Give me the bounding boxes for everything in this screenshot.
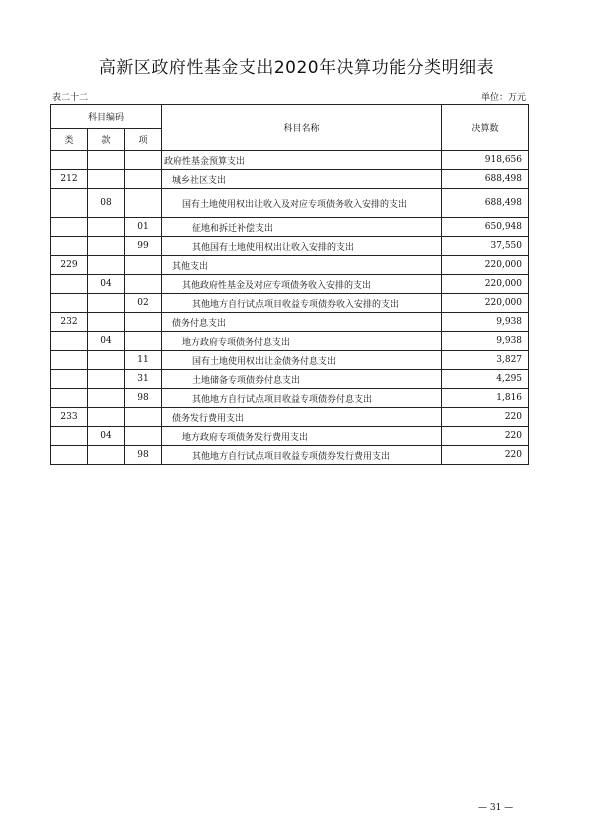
code-xiang-cell: 98	[125, 446, 162, 465]
code-lei-cell	[51, 446, 88, 465]
code-lei-cell	[51, 389, 88, 408]
amount-cell: 9,938	[442, 313, 529, 332]
table-row	[51, 408, 529, 427]
code-kuan-cell	[88, 446, 125, 465]
code-lei-cell: 232	[51, 313, 88, 332]
code-lei-cell: 212	[51, 170, 88, 189]
table-row	[51, 237, 529, 256]
page-number: — 31 —	[478, 803, 514, 813]
code-kuan-cell	[88, 351, 125, 370]
subject-name-cell: 其他国有土地使用权出让收入安排的支出	[162, 237, 442, 256]
subject-name-cell: 征地和拆迁补偿支出	[162, 218, 442, 237]
code-lei-cell	[51, 351, 88, 370]
subject-name-cell: 政府性基金预算支出	[162, 151, 442, 170]
code-xiang-cell: 31	[125, 370, 162, 389]
code-kuan-cell: 04	[88, 275, 125, 294]
subject-name-cell: 其他地方自行试点项目收益专项债券发行费用支出	[162, 446, 442, 465]
code-lei-cell	[51, 427, 88, 446]
code-kuan-cell	[88, 408, 125, 427]
code-kuan-cell	[88, 218, 125, 237]
table-row	[51, 446, 529, 465]
table-row	[51, 189, 529, 218]
subject-name-cell: 其他地方自行试点项目收益专项债券收入安排的支出	[162, 294, 442, 313]
code-lei-cell: 229	[51, 256, 88, 275]
code-lei-cell	[51, 370, 88, 389]
amount-cell: 220	[442, 446, 529, 465]
code-lei-cell	[51, 332, 88, 351]
table-row	[51, 351, 529, 370]
code-kuan-cell: 04	[88, 427, 125, 446]
code-lei-cell	[51, 189, 88, 218]
code-lei-cell	[51, 218, 88, 237]
code-xiang-cell	[125, 151, 162, 170]
subject-name-cell: 其他政府性基金及对应专项债务收入安排的支出	[162, 275, 442, 294]
code-lei-cell	[51, 294, 88, 313]
subject-name-cell: 债务发行费用支出	[162, 408, 442, 427]
table-row	[51, 313, 529, 332]
code-xiang-cell	[125, 256, 162, 275]
subject-name-cell: 其他支出	[162, 256, 442, 275]
subject-name-cell: 地方政府专项债务发行费用支出	[162, 427, 442, 446]
code-kuan-cell	[88, 237, 125, 256]
amount-cell: 3,827	[442, 351, 529, 370]
code-xiang-cell	[125, 313, 162, 332]
code-xiang-cell: 99	[125, 237, 162, 256]
subject-name-cell: 土地储备专项债券付息支出	[162, 370, 442, 389]
amount-cell: 4,295	[442, 370, 529, 389]
table-row	[51, 389, 529, 408]
table-row	[51, 294, 529, 313]
table-number: 表二十二	[52, 93, 89, 103]
table-row	[51, 275, 529, 294]
amount-cell: 688,498	[442, 170, 529, 189]
code-xiang-cell: 02	[125, 294, 162, 313]
code-kuan-cell	[88, 389, 125, 408]
amount-cell: 220	[442, 427, 529, 446]
header-xiang: 项	[125, 129, 162, 151]
amount-cell: 220,000	[442, 256, 529, 275]
code-xiang-cell: 98	[125, 389, 162, 408]
code-kuan-cell	[88, 313, 125, 332]
amount-cell: 918,656	[442, 151, 529, 170]
table-row	[51, 218, 529, 237]
code-kuan-cell	[88, 294, 125, 313]
code-xiang-cell: 01	[125, 218, 162, 237]
code-kuan-cell	[88, 170, 125, 189]
code-kuan-cell	[88, 151, 125, 170]
code-kuan-cell: 08	[88, 189, 125, 218]
table-row	[51, 427, 529, 446]
subject-name-cell: 国有土地使用权出让收入及对应专项债务收入安排的支出	[162, 189, 442, 218]
table-row	[51, 256, 529, 275]
amount-cell: 220	[442, 408, 529, 427]
amount-cell: 650,948	[442, 218, 529, 237]
subject-name-cell: 地方政府专项债务付息支出	[162, 332, 442, 351]
header-lei: 类	[51, 129, 88, 151]
header-kuan: 款	[88, 129, 125, 151]
amount-cell: 220,000	[442, 294, 529, 313]
table-row	[51, 151, 529, 170]
code-lei-cell	[51, 237, 88, 256]
subject-name-cell: 债务付息支出	[162, 313, 442, 332]
unit-label: 单位：万元	[480, 93, 526, 103]
code-xiang-cell	[125, 332, 162, 351]
code-kuan-cell	[88, 256, 125, 275]
header-code-group: 科目编码	[51, 105, 162, 129]
code-xiang-cell	[125, 170, 162, 189]
amount-cell: 9,938	[442, 332, 529, 351]
subject-name-cell: 城乡社区支出	[162, 170, 442, 189]
code-xiang-cell	[125, 189, 162, 218]
code-kuan-cell: 04	[88, 332, 125, 351]
code-xiang-cell	[125, 275, 162, 294]
amount-cell: 1,816	[442, 389, 529, 408]
code-lei-cell	[51, 275, 88, 294]
expenditure-table	[50, 104, 529, 465]
code-xiang-cell	[125, 408, 162, 427]
code-xiang-cell	[125, 427, 162, 446]
code-lei-cell: 233	[51, 408, 88, 427]
header-name: 科目名称	[162, 105, 442, 151]
subject-name-cell: 国有土地使用权出让金债务付息支出	[162, 351, 442, 370]
page-title: 高新区政府性基金支出2020年决算功能分类明细表	[98, 58, 495, 78]
amount-cell: 220,000	[442, 275, 529, 294]
code-lei-cell	[51, 151, 88, 170]
table-body	[51, 151, 529, 465]
subject-name-cell: 其他地方自行试点项目收益专项债券付息支出	[162, 389, 442, 408]
code-kuan-cell	[88, 370, 125, 389]
amount-cell: 688,498	[442, 189, 529, 218]
table-row	[51, 370, 529, 389]
table-row	[51, 332, 529, 351]
table-row	[51, 170, 529, 189]
amount-cell: 37,550	[442, 237, 529, 256]
code-xiang-cell: 11	[125, 351, 162, 370]
header-amount: 决算数	[442, 105, 529, 151]
